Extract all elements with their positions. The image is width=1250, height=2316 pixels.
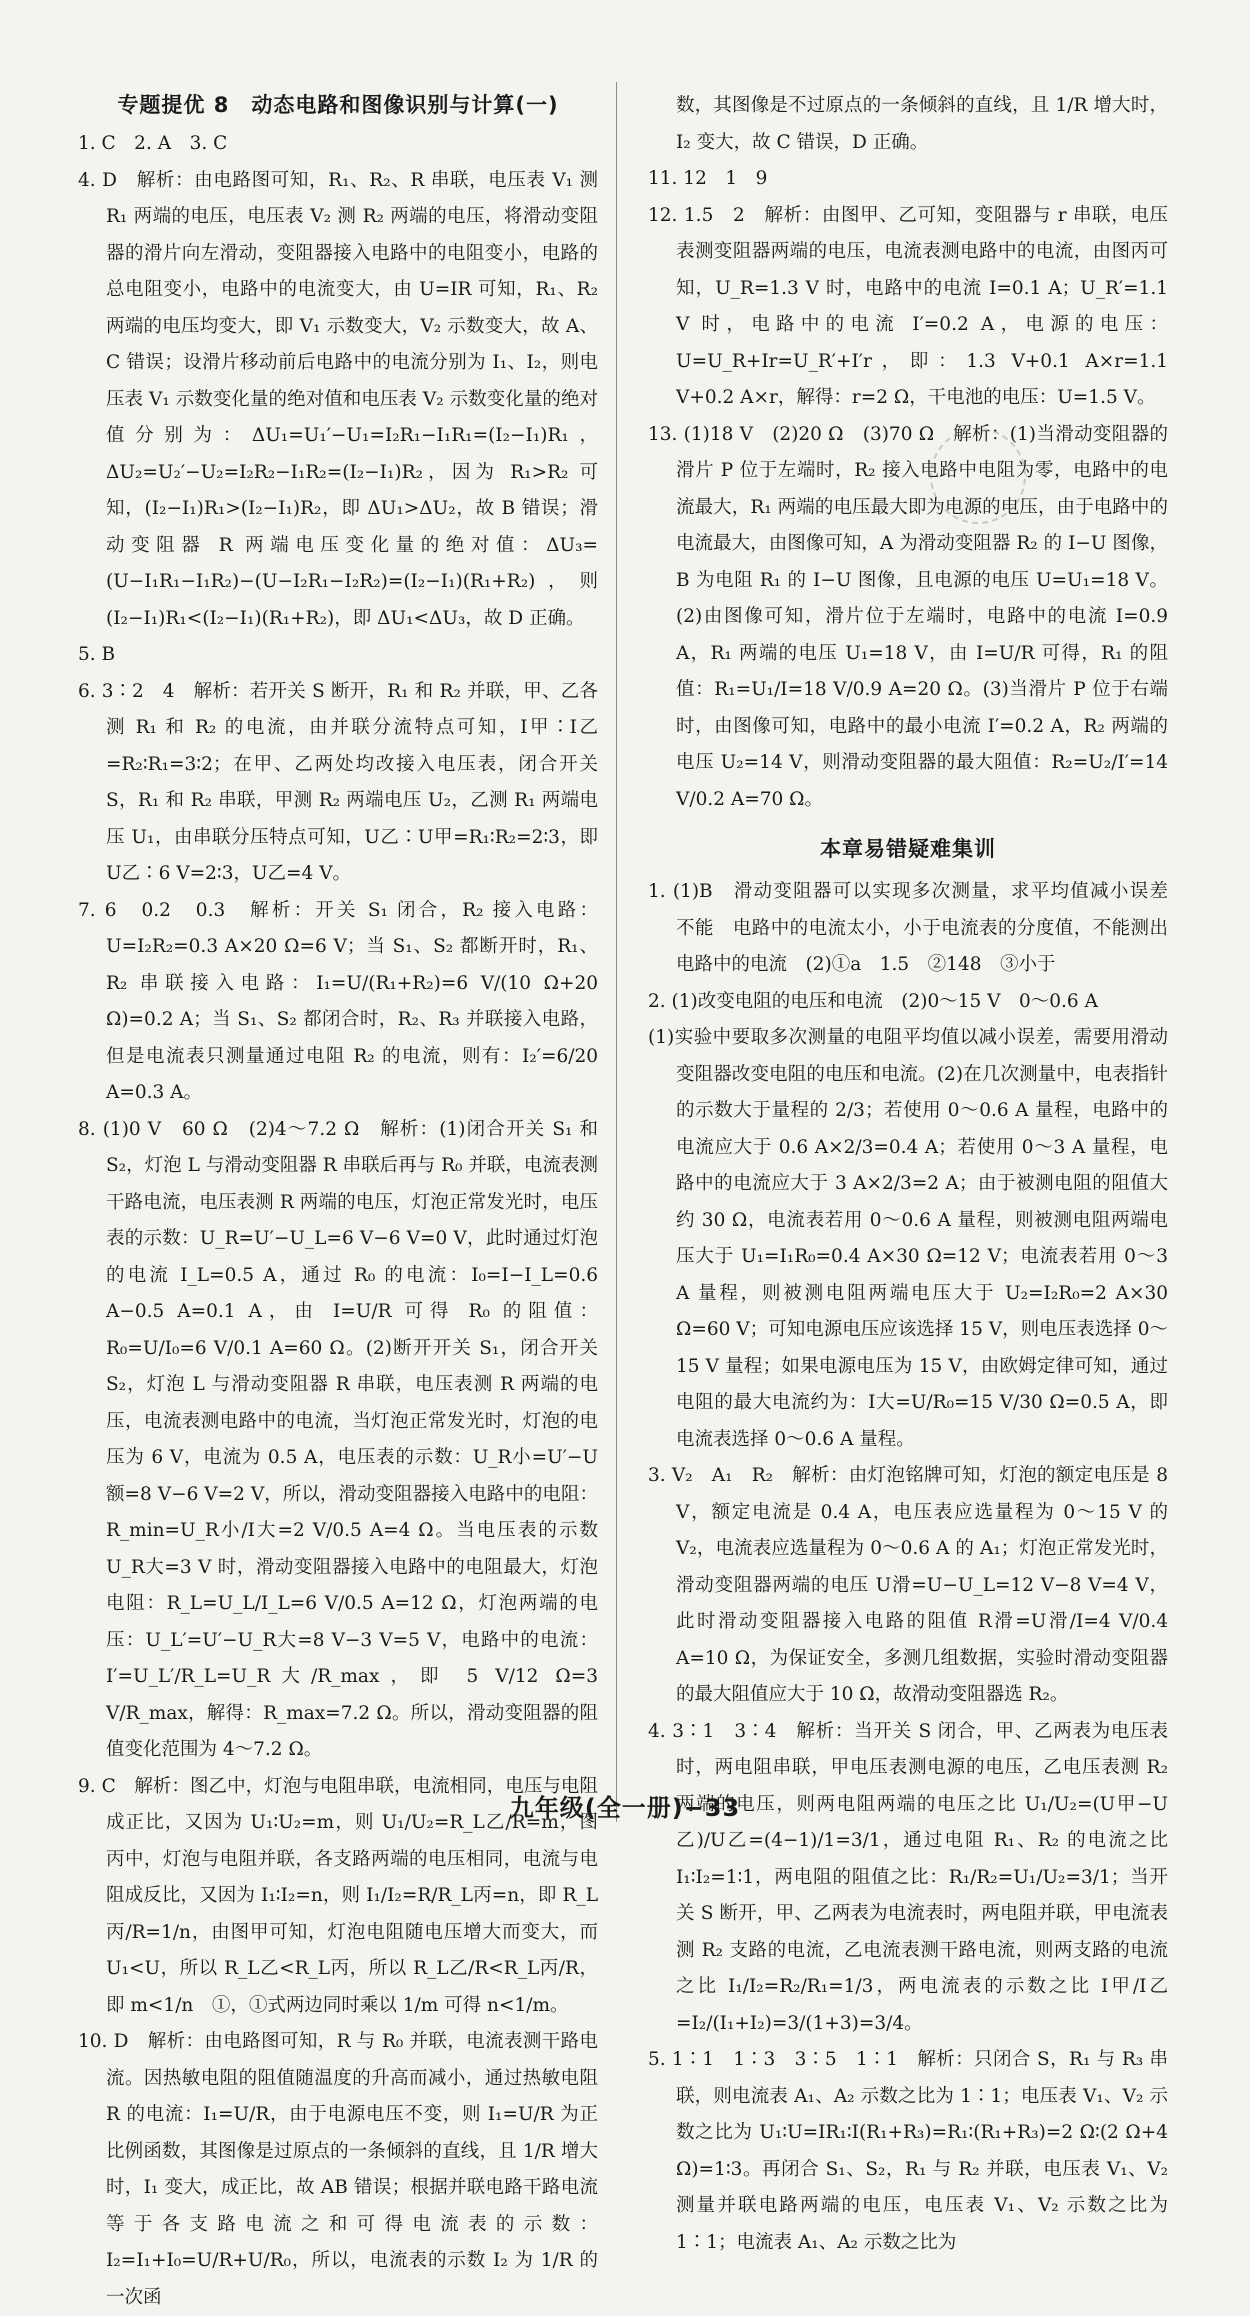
section-heading-left: 专题提优 8 动态电路和图像识别与计算(一) (117, 93, 559, 117)
answer-item: 8. (1)0 V 60 Ω (2)4～7.2 Ω 解析：(1)闭合开关 S₁ 和 S₂，灯泡 L 与滑动变阻器 R 串联后再与 R₀ 并联，电流表测干路电流，电压表测 R 两端的电压，灯泡正常发光时，电压表的示数：U_R=U′−U_L=6 V−6 V=0 V，此时通过灯泡的电流 I_L=0.5 A，通过 R₀ 的电流：I₀=I−I_L=0.6 A−0.5 A=0.1 A，由 I=U/R 可得 R₀ 的阻值：R₀=U/I₀=6 V/0.1 A=60 Ω。(2)断开开关 S₁，闭合开关 S₂，灯泡 L 与滑动变阻器 R 串联，电压表测 R 两端的电压，电流表测电路中的电流，当灯泡正常发光时，灯泡的电压为 6 V，电流为 0.5 A，电压表的示数：U_R小=U′−U额=8 V−6 V=2 V，所以，滑动变阻器接入电路中的电阻：R_min=U_R小/I大=2 V/0.5 A=4 Ω。当电压表的示数 U_R大=3 V 时，滑动变阻器接入电路中的电阻最大，灯泡电阻：R_L=U_L/I_L=6 V/0.5 A=12 Ω，灯泡两端的电压：U_L′=U′−U_R大=8 V−3 V=5 V，电路中的电流：I′=U_L′/R_L=U_R大/R_max，即 5 V/12 Ω=3 V/R_max，解得：R_max=7.2 Ω。所以，滑动变阻器的阻值变化范围为 4～7.2 Ω。 (78, 1118, 598, 1760)
answer-item: 5. 1∶1 1∶3 3∶5 1∶1 解析：只闭合 S，R₁ 与 R₃ 串联，则电流表 A₁、A₂ 示数之比为 1∶1；电压表 V₁、V₂ 示数之比为 U₁∶U=IR₁∶I(R₁+R₃)=R₁∶(R₁+R₃)=2 Ω∶(2 Ω+4 Ω)=1∶3。再闭合 S₁、S₂，R₁ 与 R₂ 并联，电压表 V₁、V₂ 测量并联电路两端的电压，电压表 V₁、V₂ 示数之比为 1∶1；电流表 A₁、A₂ 示数之比为 (648, 2049, 1168, 2253)
answer-item: 1. (1)B 滑动变阻器可以实现多次测量，求平均值减小误差 不能 电路中的电流太小，小于电流表的分度值，不能测出电路中的电流 (2)①a 1.5 ②148 ③小于 (648, 881, 1187, 975)
page-footer: 九年级(全一册)−33 (509, 1794, 741, 1822)
answer-item: 6. 3∶2 4 解析：若开关 S 断开，R₁ 和 R₂ 并联，甲、乙各测 R₁ 和 R₂ 的电流，由并联分流特点可知，I甲∶I乙=R₂∶R₁=3∶2；在甲、乙两处均改接入电压表，闭合开关 S，R₁ 和 R₂ 串联，甲测 R₂ 两端电压 U₂，乙测 R₁ 两端电压 U₁，由串联分压特点可知，U乙∶U甲=R₁∶R₂=2∶3，即 U乙∶6 V=2∶3，U乙=4 V。 (78, 680, 598, 884)
column-divider (616, 82, 617, 1822)
answer-item: 2. (1)改变电阻的电压和电流 (2)0～15 V 0～0.6 A (648, 990, 1098, 1012)
answer-item: 11. 12 1 9 (648, 168, 768, 189)
answer-item-continued: 数，其图像是不过原点的一条倾斜的直线，且 1/R 增大时，I₂ 变大，故 C 错误，D 正确。 (676, 95, 1168, 153)
answer-item: 3. V₂ A₁ R₂ 解析：由灯泡铭牌可知，灯泡的额定电压是 8 V，额定电流是 0.4 A，电压表应选量程为 0～15 V 的 V₂，电流表应选量程为 0～0.6 A 的 A₁；灯泡正常发光时，滑动变阻器两端的电压 U滑=U−U_L=12 V−8 V=4 V，此时滑动变阻器接入电路的阻值 R滑=U滑/I=4 V/0.4 A=10 Ω，为保证安全，多测几组数据，实验时滑动变阻器的最大阻值应大于 10 Ω，故滑动变阻器选 R₂。 (648, 1465, 1168, 1705)
answer-item: 12. 1.5 2 解析：由图甲、乙可知，变阻器与 r 串联，电压表测变阻器两端的电压，电流表测电路中的电流，由图丙可知，U_R=1.3 V 时，电路中的电流 I=0.1 A；U_R′=1.1 V 时，电路中的电流 I′=0.2 A，电源的电压：U=U_R+Ir=U_R′+I′r，即：1.3 V+0.1 A×r=1.1 V+0.2 A×r，解得：r=2 Ω，干电池的电压：U=1.5 V。 (648, 204, 1168, 408)
left-column (78, 88, 598, 2316)
answer-item: 4. D 解析：由电路图可知，R₁、R₂、R 串联，电压表 V₁ 测 R₁ 两端的电压，电压表 V₂ 测 R₂ 两端的电压，将滑动变阻器的滑片向左滑动，变阻器接入电路中的电阻变小，电路的总电阻变小，电路中的电流变大，由 U=IR 可知，R₁、R₂ 两端的电压均变大，即 V₁ 示数变大，V₂ 示数变大，故 A、C 错误；设滑片移动前后电路中的电流分别为 I₁、I₂，则电压表 V₁ 示数变化量的绝对值和电压表 V₂ 示数变化量的绝对值分别为：ΔU₁=U₁′−U₁=I₂R₁−I₁R₁=(I₂−I₁)R₁，ΔU₂=U₂′−U₂=I₂R₂−I₁R₂=(I₂−I₁)R₂，因为 R₁>R₂ 可知，(I₂−I₁)R₁>(I₂−I₁)R₂，即 ΔU₁>ΔU₂，故 B 错误；滑动变阻器 R 两端电压变化量的绝对值：ΔU₃=(U−I₁R₁−I₁R₂)−(U−I₂R₁−I₂R₂)=(I₂−I₁)(R₁+R₂)，则 (I₂−I₁)R₁<(I₂−I₁)(R₁+R₂)，即 ΔU₁<ΔU₃，故 D 正确。 (78, 169, 598, 629)
answer-item: 5. B (78, 644, 116, 665)
answer-item: (1)实验中要取多次测量的电阻平均值以减小误差，需要用滑动变阻器改变电阻的电压和电流。(2)在几次测量中，电表指针的示数大于量程的 2/3；若使用 0～0.6 A 量程，电路中的电流应大于 0.6 A×2/3=0.4 A；若使用 0～3 A 量程，电路中的电流应大于 3 A×2/3=2 A；由于被测电阻的阻值大约 30 Ω，电流表若用 0～0.6 A 量程，则被测电阻两端电压大于 U₁=I₁R₀=0.4 A×30 Ω=12 V；电流表若用 0～3 A 量程，则被测电阻两端电压大于 U₂=I₂R₀=2 A×30 Ω=60 V；可知电源电压应该选择 15 V，则电压表选择 0～15 V 量程；如果电源电压为 15 V，由欧姆定律可知，通过电阻的最大电流约为：I大=U/R₀=15 V/30 Ω=0.5 A，即电流表选择 0～0.6 A 量程。 (648, 1027, 1168, 1450)
answer-item: 4. 3∶1 3∶4 解析：当开关 S 闭合，甲、乙两表为电压表时，两电阻串联，甲电压表测电源的电压，乙电压表测 R₂ 两端的电压，则两电阻两端的电压之比 U₁/U₂=(U甲−U乙)/U乙=(4−1)/1=3/1，通过电阻 R₁、R₂ 的电流之比 I₁∶I₂=1∶1，两电阻的阻值之比：R₁/R₂=U₁/U₂=3/1；当开关 S 断开，甲、乙两表为电流表时，两电阻并联，甲电流表测 R₂ 支路的电流，乙电流表测干路电流，则两支路的电流之比 I₁/I₂=R₂/R₁=1/3，两电流表的示数之比 I甲/I乙=I₂/(I₁+I₂)=3/(1+3)=3/4。 (648, 1720, 1168, 2034)
right-column (648, 88, 1187, 2261)
answer-item: 9. C 解析：图乙中，灯泡与电阻串联，电流相同，电压与电阻成正比，又因为 U₁∶U₂=m，则 U₁/U₂=R_L乙/R=m，图丙中，灯泡与电阻并联，各支路两端的电压相同，电流与电阻成反比，又因为 I₁∶I₂=n，则 I₁/I₂=R/R_L丙=n，即 R_L丙/R=1/n，由图甲可知，灯泡电阻随电压增大而变大，而 U₁<U，所以 R_L乙<R_L丙，所以 R_L乙/R<R_L丙/R，即 m<1/n ①，①式两边同时乘以 1/m 可得 n<1/m。 (78, 1775, 598, 2016)
answer-item: 7. 6 0.2 0.3 解析：开关 S₁ 闭合，R₂ 接入电路：U=I₂R₂=0.3 A×20 Ω=6 V；当 S₁、S₂ 都断开时，R₁、R₂ 串联接入电路：I₁=U/(R₁+R₂)=6 V/(10 Ω+20 Ω)=0.2 A；当 S₁、S₂ 都闭合时，R₂、R₃ 并联接入电路，但是电流表只测量通过电阻 R₂ 的电流，则有：I₂′=6/20 A=0.3 A。 (78, 899, 598, 1103)
answer-item: 10. D 解析：由电路图可知，R 与 R₀ 并联，电流表测干路电流。因热敏电阻的阻值随温度的升高而减小，通过热敏电阻 R 的电流：I₁=U/R，由于电源电压不变，则 I₁=U/R 为正比例函数，其图像是过原点的一条倾斜的直线，且 1/R 增大时，I₁ 变大，成正比，故 AB 错误；根据并联电路干路电流等于各支路电流之和可得电流表的示数：I₂=I₁+I₀=U/R+U/R₀，所以，电流表的示数 I₂ 为 1/R 的一次函 (78, 2031, 598, 2308)
answer-item: 1. C 2. A 3. C (78, 133, 228, 154)
section-heading-right: 本章易错疑难集训 (820, 837, 996, 861)
answer-item: 13. (1)18 V (2)20 Ω (3)70 Ω 解析：(1)当滑动变阻器的滑片 P 位于左端时，R₂ 接入电路中电阻为零，电路中的电流最大，R₁ 两端的电压最大即为电源的电压，由于电路中的电流最大，由图像可知，A 为滑动变阻器 R₂ 的 I−U 图像，B 为电阻 R₁ 的 I−U 图像，且电源的电压 U=U₁=18 V。(2)由图像可知，滑片位于左端时，电路中的电流 I=0.9 A，R₁ 两端的电压 U₁=18 V，由 I=U/R 可得，R₁ 的阻值：R₁=U₁/I=18 V/0.9 A=20 Ω。(3)当滑片 P 位于右端时，由图像可知，电路中的最小电流 I′=0.2 A，R₂ 两端的电压 U₂=14 V，则滑动变阻器的最大阻值：R₂=U₂/I′=14 V/0.2 A=70 Ω。 (648, 423, 1168, 810)
